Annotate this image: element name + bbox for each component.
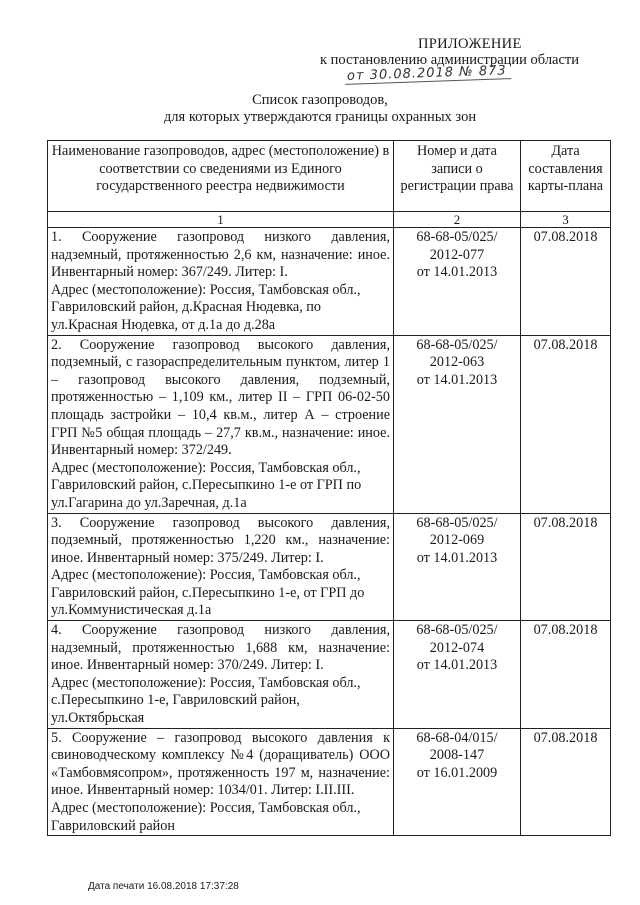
registration-number-suffix: 2012-074 xyxy=(429,639,485,656)
registration-cell xyxy=(394,228,521,336)
pipeline-description: 1. Сооружение газопровод низкого давления, надземный, протяженностью 2,6 км, назначение: иное. Инвентарный номер: 367/249. Литер: I. xyxy=(51,229,390,281)
pipeline-description: 4. Сооружение газопровод низкого давления, надземный, протяженностью 1,688 км, назначение: иное. Инвентарный номер: 370/249. Литер: I. xyxy=(51,622,390,674)
column-number: 2 xyxy=(394,212,521,228)
column-number-row xyxy=(48,212,611,228)
table-row xyxy=(48,728,611,836)
registration-number: 68-68-05/025/ xyxy=(416,622,498,639)
registration-number: 68-68-05/025/ xyxy=(416,229,498,245)
pipeline-description: 3. Сооружение газопровод высокого давления, подземный, протяженностью 1,220 км., назначение: иное. Инвентарный номер: 375/249. Литер: I. xyxy=(51,514,390,566)
registration-number-suffix: 2012-077 xyxy=(429,246,485,263)
column-number: 3 xyxy=(521,212,611,228)
map-date: 07.08.2018 xyxy=(521,335,611,513)
pipeline-address: Адрес (местоположение): Россия, Тамбовская обл., с.Пересыпкино 1-е, Гавриловский район, ул.Октябрьская xyxy=(51,674,361,727)
registration-cell xyxy=(394,513,521,621)
document-title: Список газопроводов, xyxy=(252,92,388,108)
registration-date: от 14.01.2013 xyxy=(416,264,498,281)
table-header-row xyxy=(48,141,611,212)
pipeline-address: Адрес (местоположение): Россия, Тамбовская обл., Гавриловский район xyxy=(51,800,361,834)
pipeline-description: 5. Сооружение – газопровод высокого давления к свиноводческому комплексу №4 (доращиватель) ООО «Тамбовмясопром», протяженность 197 м, назначение: иное. Инвентарный номер: 1034/01. Литер: I.II.III. xyxy=(51,729,390,799)
column-header-name: Наименование газопроводов, адрес (местоположение) в соответствии со сведениями из Единого государственного реестра недвижимости xyxy=(48,141,394,212)
registration-number-suffix: 2008-147 xyxy=(429,747,485,764)
column-number: 1 xyxy=(48,212,394,228)
document-subtitle: для которых утверждаются границы охранных зон xyxy=(163,109,477,125)
table-row xyxy=(48,513,611,621)
table-row xyxy=(48,335,611,513)
registration-date: от 14.01.2013 xyxy=(416,371,498,388)
registration-date: от 14.01.2013 xyxy=(416,657,498,674)
table-row xyxy=(48,228,611,336)
pipeline-address: Адрес (местоположение): Россия, Тамбовская обл., Гавриловский район, с.Пересыпкино 1-е, от ГРП до ул.Коммунистическая д.1а xyxy=(51,567,365,619)
registration-number: 68-68-05/025/ xyxy=(416,336,498,353)
pipeline-description-cell xyxy=(48,513,394,621)
map-date: 07.08.2018 xyxy=(521,728,611,836)
appendix-subtitle: к постановлению администрации области xyxy=(320,52,580,68)
table-row xyxy=(48,621,611,729)
registration-cell xyxy=(394,621,521,729)
column-header-map-date: Дата составления карты-плана xyxy=(521,141,611,212)
registration-number: 68-68-05/025/ xyxy=(416,514,498,531)
map-date: 07.08.2018 xyxy=(521,621,611,729)
pipeline-description-cell xyxy=(48,335,394,513)
registration-number-suffix: 2012-069 xyxy=(429,532,485,549)
map-date: 07.08.2018 xyxy=(521,513,611,621)
pipeline-description-cell xyxy=(48,728,394,836)
pipeline-address: Адрес (местоположение): Россия, Тамбовская обл., Гавриловский район, с.Пересыпкино 1-е от ГРП по ул.Гагарина до ул.Заречная, д.1а xyxy=(51,459,362,511)
pipeline-description: 2. Сооружение газопровод высокого давления, подземный, с газораспределительным пунктом, литер 1 – газопровод высокого давления, подземный, протяженностью – 1,109 км., литер II – ГРП 06-02-50 площадь застройки – 10,4 кв.м., литер А – строение ГРП №5 общая площадь – 27,7 кв.м., назначение: иное. Инвентарный номер: 372/249. xyxy=(51,336,390,459)
pipeline-address: Адрес (местоположение): Россия, Тамбовская обл., Гавриловский район, д.Красная Нюдевка, по ул.Красная Нюдевка, от д.1а до д.28а xyxy=(51,281,361,333)
registration-cell xyxy=(394,728,521,836)
appendix-title: ПРИЛОЖЕНИЕ xyxy=(418,36,522,52)
registration-date: от 14.01.2013 xyxy=(416,549,498,566)
pipeline-description-cell xyxy=(48,621,394,729)
registration-number: 68-68-04/015/ xyxy=(416,729,498,746)
map-date: 07.08.2018 xyxy=(521,228,611,336)
handwritten-resolution-date: от 30.08.2018 № 873 xyxy=(345,63,511,85)
column-header-registration: Номер и дата записи о регистрации права xyxy=(394,141,521,212)
pipelines-table xyxy=(47,140,611,836)
registration-number-suffix: 2012-063 xyxy=(429,354,485,371)
print-date: Дата печати 16.08.2018 17:37:28 xyxy=(88,881,239,892)
pipeline-description-cell xyxy=(48,228,394,336)
registration-date: от 16.01.2009 xyxy=(416,764,498,781)
registration-cell xyxy=(394,335,521,513)
